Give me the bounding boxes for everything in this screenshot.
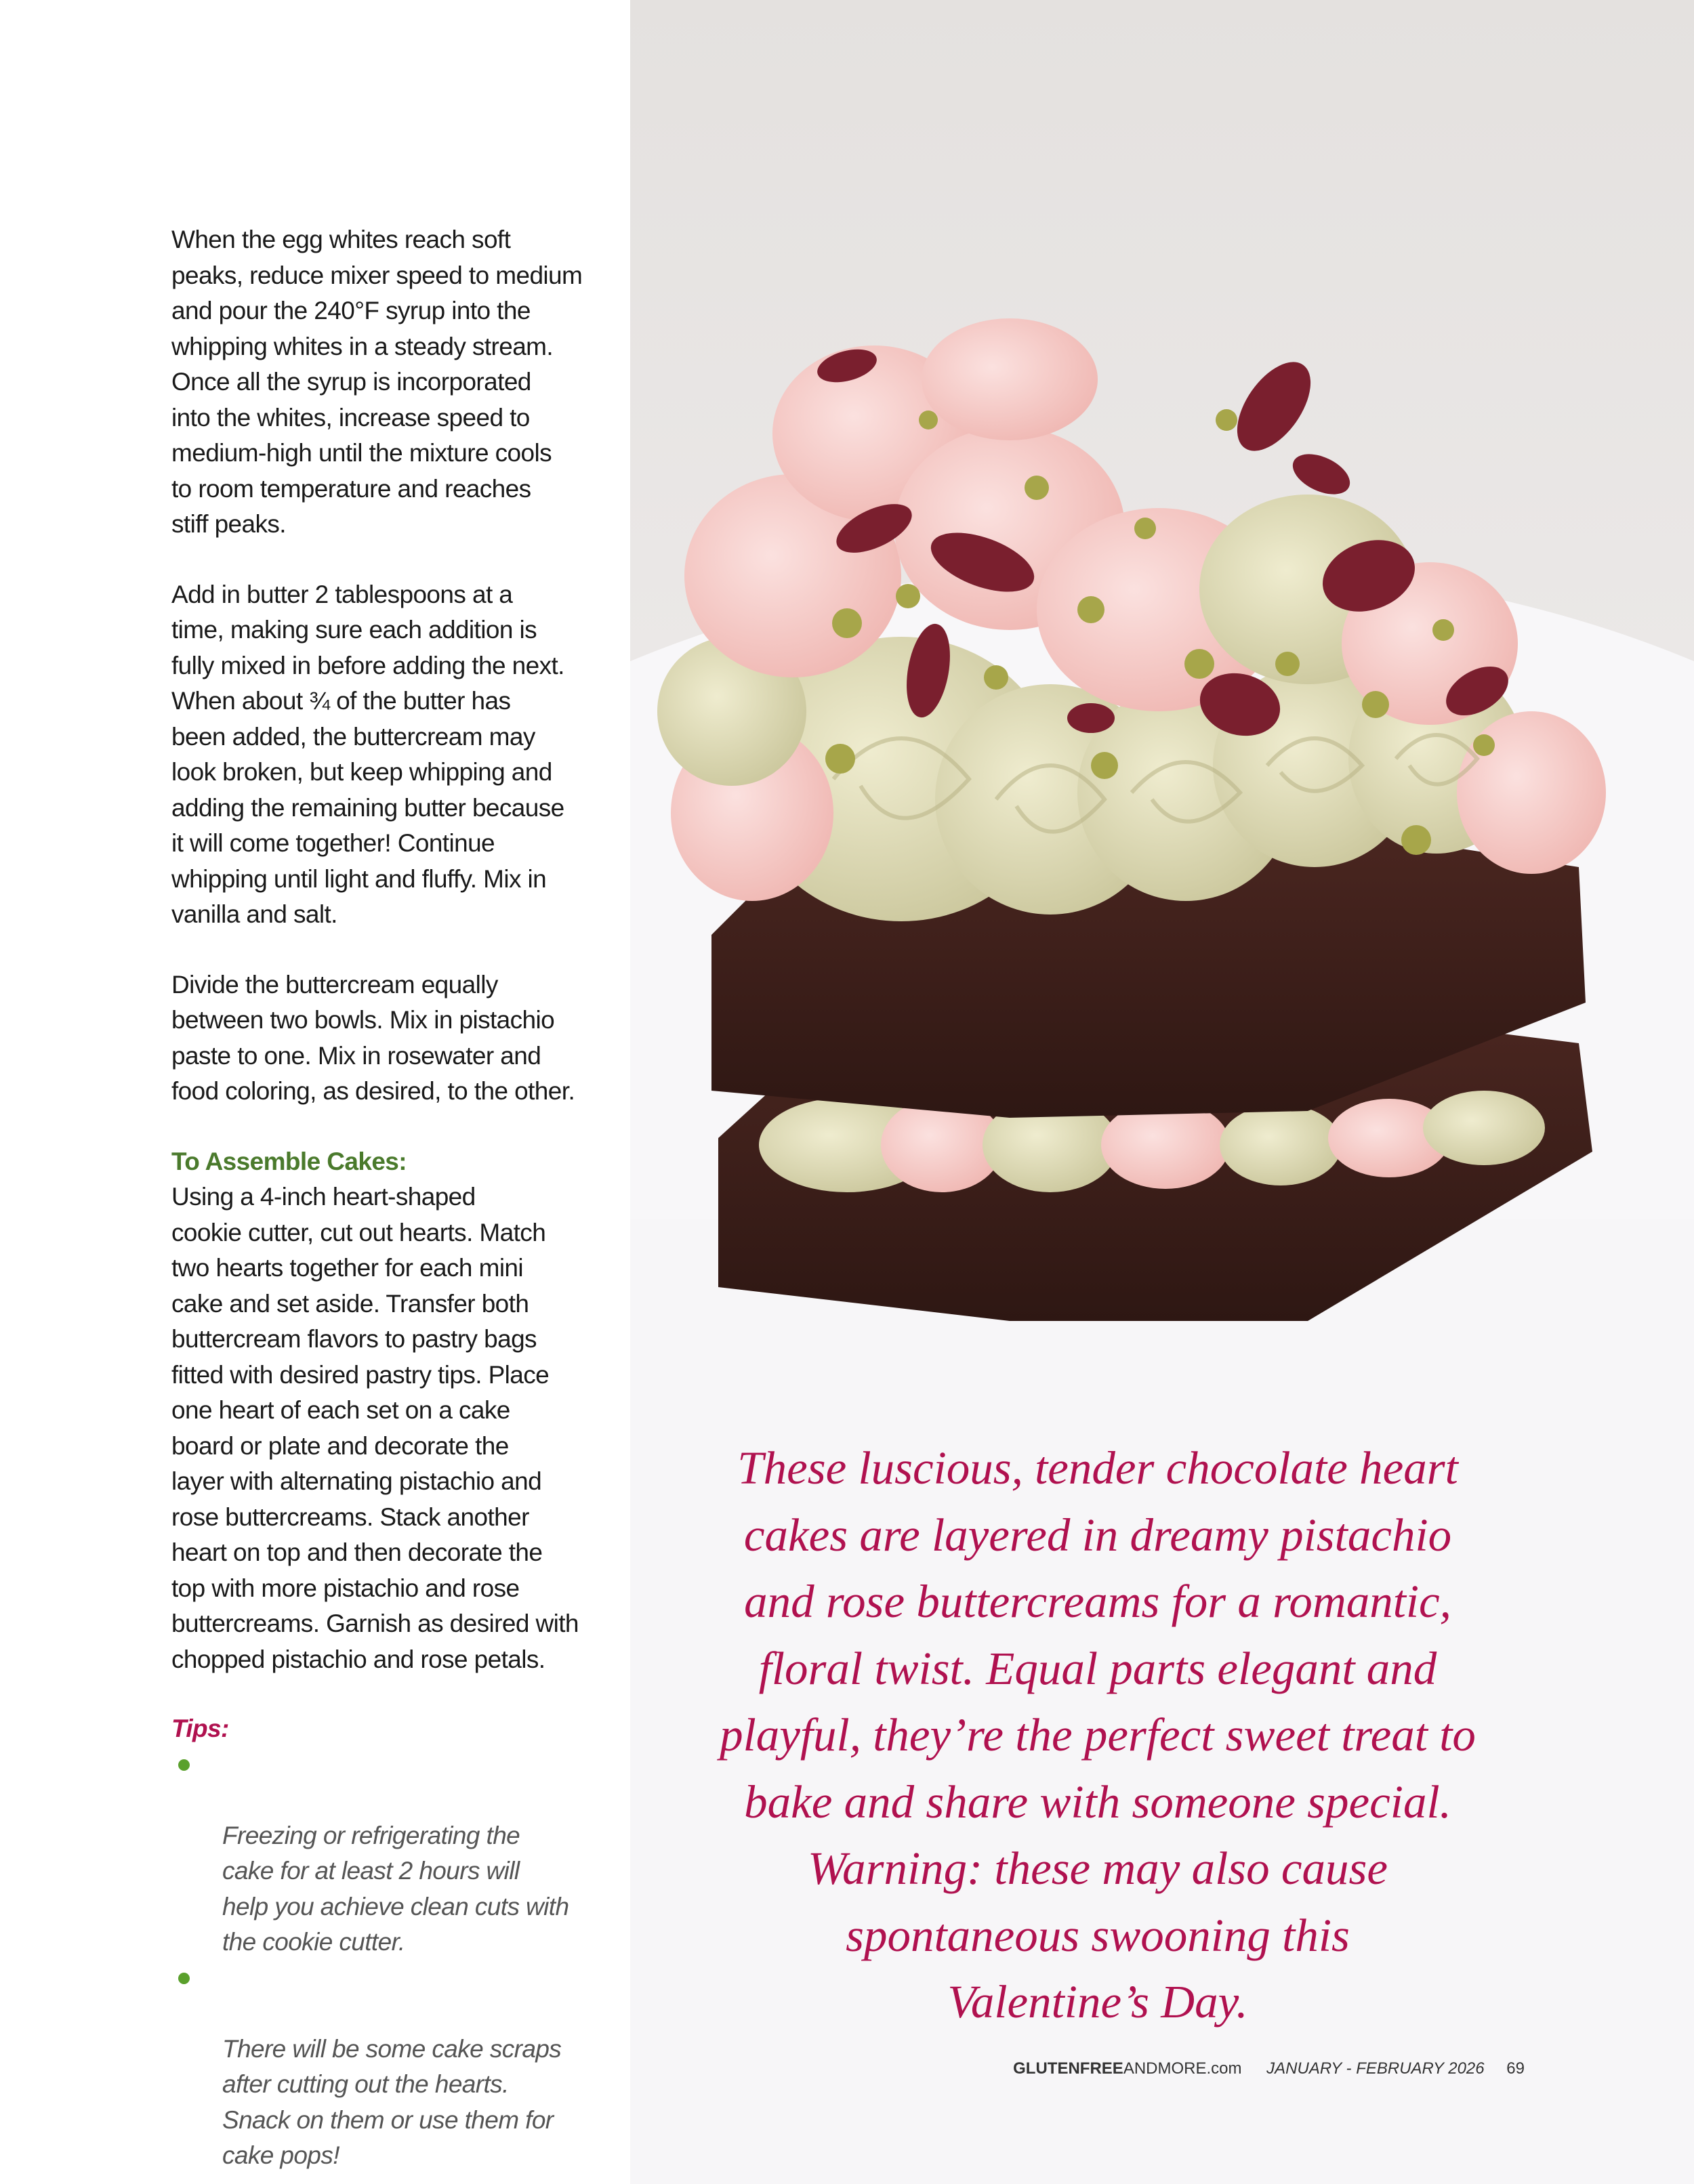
assemble-heading: To Assemble Cakes: — [171, 1147, 407, 1175]
tip-item — [171, 1960, 619, 2174]
pull-quote: These luscious, tender chocolate heart cakes are layered in dreamy pistachio and rose buttercreams for a romantic, floral twist. Equal parts elegant and playful, they’re the perfect sweet treat to bake and share with someone special. Warning: these may also cause spontaneous swooning this Valentine’s Day. — [720, 1442, 1476, 2028]
bullet-icon — [178, 1759, 190, 1771]
page-footer — [1013, 2059, 1525, 2078]
tip-item — [171, 1747, 619, 1960]
recipe-paragraph: When the egg whites reach soft peaks, reduce mixer speed to medium and pour the 240°F syrup into the whipping whites in a steady stream. Once all the syrup is incorporated into the whites, increase speed to medium-high until the mixture cools to room temperature and reaches stiff peaks. — [171, 226, 583, 538]
issue-date: JANUARY - FEBRUARY 2026 — [1266, 2059, 1485, 2078]
recipe-text-column — [171, 222, 619, 2174]
tips-list — [171, 1747, 619, 2174]
site-name-light: ANDMORE — [1123, 2059, 1207, 2078]
page-number: 69 — [1506, 2059, 1525, 2078]
site-name-bold: GLUTENFREE — [1013, 2059, 1123, 2078]
recipe-paragraph: Add in butter 2 tablespoons at a time, making sure each addition is fully mixed in before adding the next. When about ¾ of the butter has been added, the buttercream may look broken, but keep whipping and adding the remaining butter because it will come together! Continue whipping until light and fluffy. Mix in vanilla and salt. — [171, 580, 564, 928]
bullet-icon — [178, 1973, 190, 1984]
site-name-suffix: .com — [1206, 2059, 1242, 2078]
tip-text: Freezing or refrigerating the cake for at least 2 hours will help you achieve clean cuts with the cookie cutter. — [222, 1821, 569, 1956]
recipe-paragraph: Divide the buttercream equally between two bowls. Mix in pistachio paste to one. Mix in rosewater and food coloring, as desired, to the other. — [171, 970, 575, 1105]
tips-heading: Tips: — [171, 1715, 229, 1742]
assemble-paragraph: Using a 4-inch heart-shaped cookie cutter, cut out hearts. Match two hearts together for each mini cake and set aside. Transfer both buttercream flavors to pastry bags fitted with desired pastry tips. Place one heart of each set on a cake board or plate and decorate the layer with alternating pistachio and rose buttercreams. Stack another heart on top and then decorate the top with more pistachio and rose buttercreams. Garnish as desired with chopped pistachio and rose petals. — [171, 1183, 579, 1673]
tip-text: There will be some cake scraps after cutting out the hearts. Snack on them or use them for cake pops! — [222, 2034, 562, 2169]
